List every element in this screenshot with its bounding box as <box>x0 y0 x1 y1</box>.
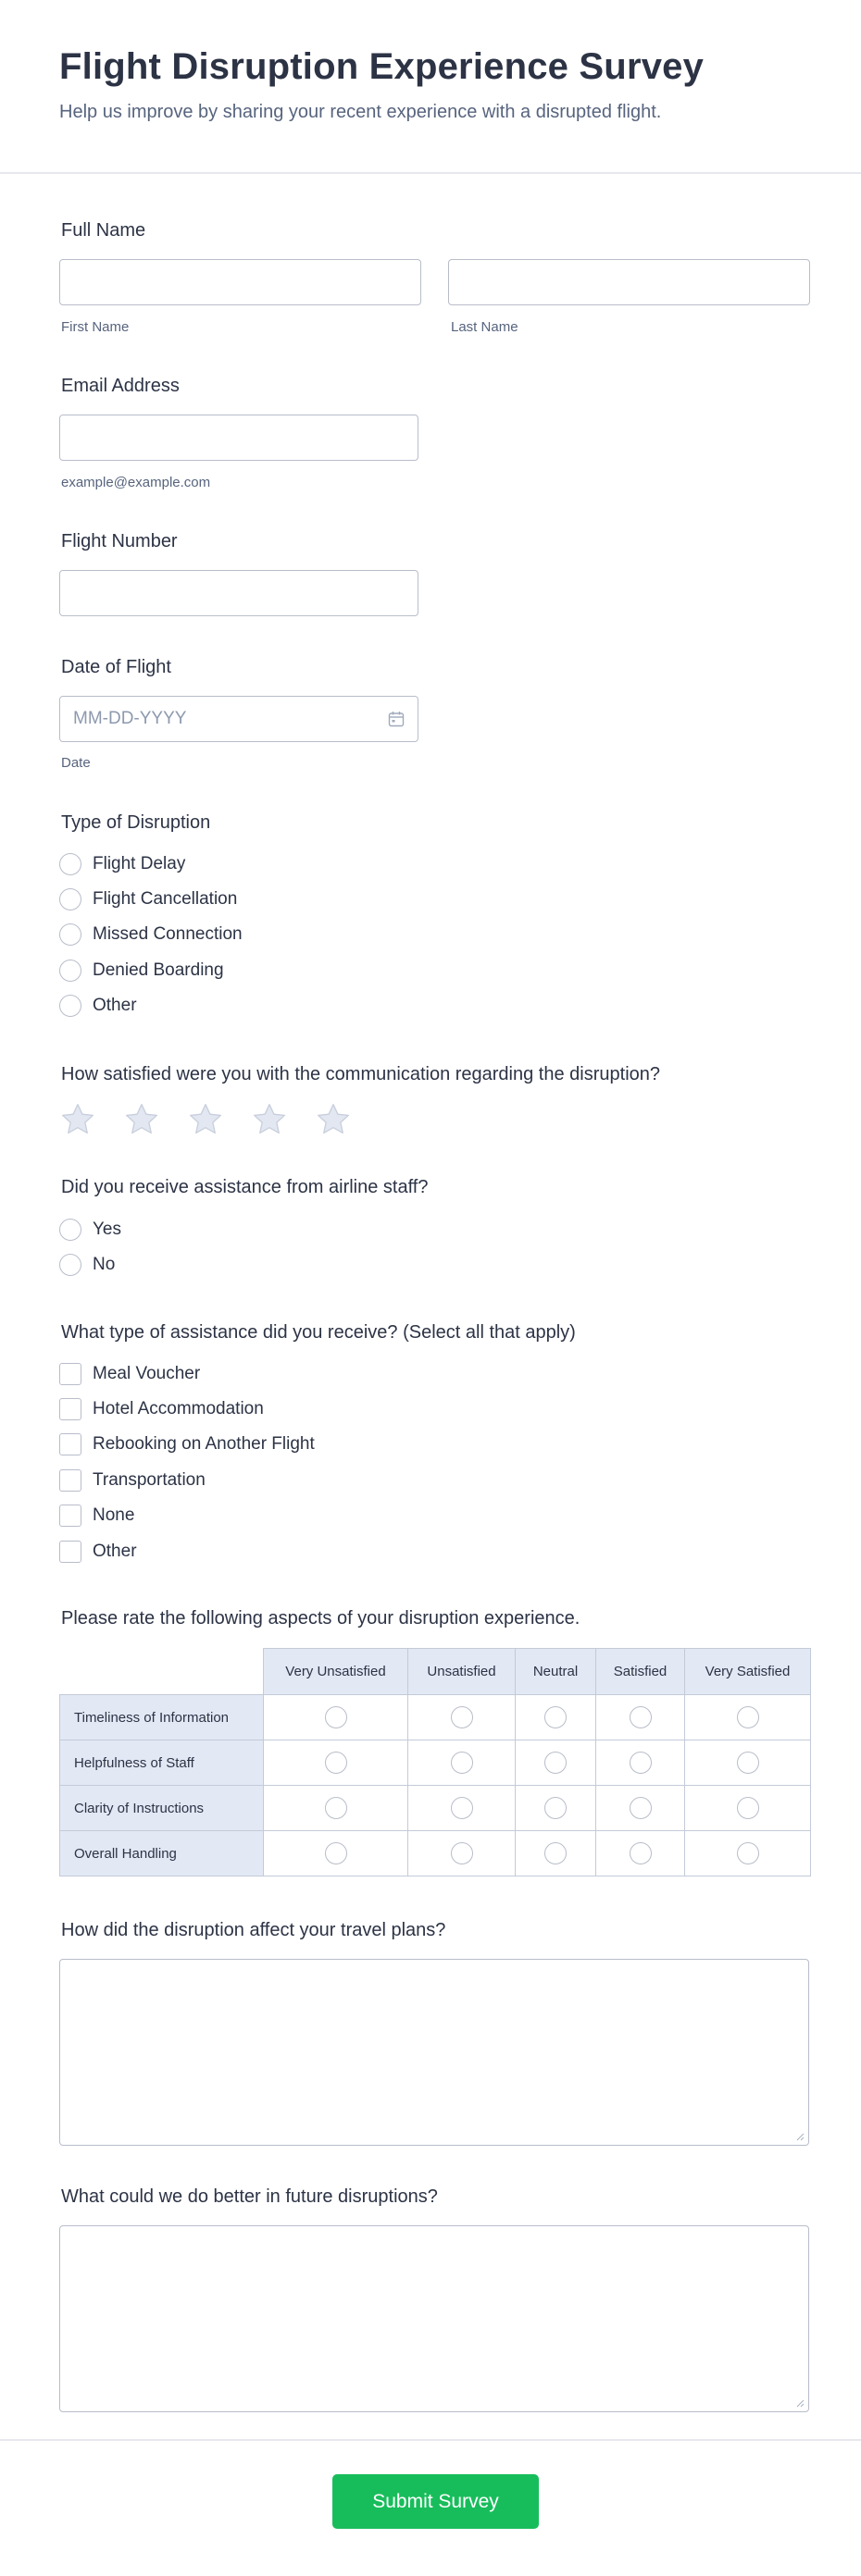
matrix-row-label: Helpfulness of Staff <box>60 1740 264 1786</box>
checkbox[interactable] <box>59 1505 81 1527</box>
matrix-row <box>60 1695 811 1740</box>
matrix-radio[interactable] <box>737 1706 759 1728</box>
matrix-row <box>60 1786 811 1831</box>
assistance-type-option[interactable]: Other <box>59 1540 137 1564</box>
matrix-column-header: Unsatisfied <box>408 1649 516 1695</box>
first-name-sublabel: First Name <box>61 319 130 335</box>
matrix-label: Please rate the following aspects of your disruption experience. <box>61 1608 580 1629</box>
assistance-type-option[interactable]: Hotel Accommodation <box>59 1397 264 1421</box>
assistance-type-option[interactable]: Transportation <box>59 1468 206 1492</box>
disruption-option[interactable]: Other <box>59 994 137 1018</box>
matrix-radio[interactable] <box>451 1797 473 1819</box>
matrix-radio[interactable] <box>630 1706 652 1728</box>
matrix-radio[interactable] <box>630 1797 652 1819</box>
last-name-input[interactable] <box>448 259 810 305</box>
travel-impact-textarea[interactable] <box>59 1959 809 2146</box>
matrix-radio[interactable] <box>544 1797 567 1819</box>
radio-button[interactable] <box>59 923 81 946</box>
assistance-type-option[interactable]: Meal Voucher <box>59 1362 200 1386</box>
matrix-radio[interactable] <box>544 1752 567 1774</box>
radio-button[interactable] <box>59 995 81 1017</box>
matrix-radio[interactable] <box>325 1842 347 1864</box>
star-icon[interactable] <box>250 1101 289 1138</box>
communication-rating-label: How satisfied were you with the communication regarding the disruption? <box>61 1064 661 1084</box>
radio-button[interactable] <box>59 888 81 910</box>
star-icon[interactable] <box>122 1101 161 1138</box>
star-icon[interactable] <box>58 1101 97 1138</box>
star-icon[interactable] <box>314 1101 353 1138</box>
checkbox[interactable] <box>59 1469 81 1492</box>
matrix-column-header: Satisfied <box>596 1649 685 1695</box>
radio-button[interactable] <box>59 853 81 875</box>
checkbox[interactable] <box>59 1541 81 1563</box>
matrix-radio[interactable] <box>737 1752 759 1774</box>
star-icon[interactable] <box>186 1101 225 1138</box>
matrix-column-header: Very Unsatisfied <box>264 1649 408 1695</box>
calendar-icon[interactable] <box>388 711 405 727</box>
matrix-radio[interactable] <box>630 1842 652 1864</box>
assistance-option[interactable]: No <box>59 1253 115 1277</box>
flight-number-label: Flight Number <box>61 531 178 551</box>
form-title: Flight Disruption Experience Survey <box>59 46 705 87</box>
email-input[interactable] <box>59 415 418 461</box>
checkbox[interactable] <box>59 1398 81 1420</box>
disruption-option[interactable]: Flight Delay <box>59 852 185 876</box>
assistance-type-label: What type of assistance did you receive? (Select all that apply) <box>61 1322 576 1343</box>
matrix-radio[interactable] <box>451 1842 473 1864</box>
form-header <box>0 0 861 174</box>
matrix-row-label: Clarity of Instructions <box>60 1786 264 1831</box>
first-name-input[interactable] <box>59 259 421 305</box>
matrix-radio[interactable] <box>630 1752 652 1774</box>
matrix-radio[interactable] <box>325 1752 347 1774</box>
date-label: Date of Flight <box>61 657 171 677</box>
resize-grip-icon[interactable] <box>795 2398 805 2408</box>
disruption-option[interactable]: Flight Cancellation <box>59 887 237 911</box>
rating-matrix <box>59 1648 811 1876</box>
disruption-option[interactable]: Denied Boarding <box>59 959 224 983</box>
radio-button[interactable] <box>59 960 81 982</box>
checkbox[interactable] <box>59 1433 81 1455</box>
email-label: Email Address <box>61 376 180 396</box>
date-input[interactable] <box>59 696 418 742</box>
flight-number-input[interactable] <box>59 570 418 616</box>
travel-impact-label: How did the disruption affect your travel plans? <box>61 1920 446 1940</box>
matrix-radio[interactable] <box>544 1706 567 1728</box>
assistance-type-option[interactable]: Rebooking on Another Flight <box>59 1432 315 1456</box>
matrix-radio[interactable] <box>544 1842 567 1864</box>
assistance-received-label: Did you receive assistance from airline staff? <box>61 1177 429 1197</box>
matrix-radio[interactable] <box>737 1842 759 1864</box>
form-subtitle: Help us improve by sharing your recent experience with a disrupted flight. <box>59 102 662 122</box>
assistance-option[interactable]: Yes <box>59 1218 121 1242</box>
matrix-row <box>60 1740 811 1786</box>
matrix-column-header: Very Satisfied <box>685 1649 811 1695</box>
assistance-type-option[interactable]: None <box>59 1504 134 1528</box>
matrix-radio[interactable] <box>325 1706 347 1728</box>
matrix-row <box>60 1831 811 1876</box>
email-sublabel: example@example.com <box>61 475 211 490</box>
matrix-radio[interactable] <box>451 1752 473 1774</box>
improvements-textarea[interactable] <box>59 2225 809 2412</box>
resize-grip-icon[interactable] <box>795 2132 805 2141</box>
matrix-row-label: Timeliness of Information <box>60 1695 264 1740</box>
full-name-label: Full Name <box>61 220 146 241</box>
matrix-radio[interactable] <box>737 1797 759 1819</box>
matrix-radio[interactable] <box>325 1797 347 1819</box>
date-placeholder: MM-DD-YYYY <box>73 709 187 728</box>
matrix-row-label: Overall Handling <box>60 1831 264 1876</box>
disruption-option[interactable]: Missed Connection <box>59 923 243 947</box>
disruption-type-label: Type of Disruption <box>61 812 211 833</box>
radio-button[interactable] <box>59 1219 81 1241</box>
checkbox[interactable] <box>59 1363 81 1385</box>
submit-button[interactable]: Submit Survey <box>332 2474 539 2529</box>
radio-button[interactable] <box>59 1254 81 1276</box>
date-sublabel: Date <box>61 755 91 771</box>
last-name-sublabel: Last Name <box>451 319 518 335</box>
matrix-radio[interactable] <box>451 1706 473 1728</box>
matrix-column-header: Neutral <box>516 1649 596 1695</box>
improvements-label: What could we do better in future disruptions? <box>61 2186 438 2207</box>
